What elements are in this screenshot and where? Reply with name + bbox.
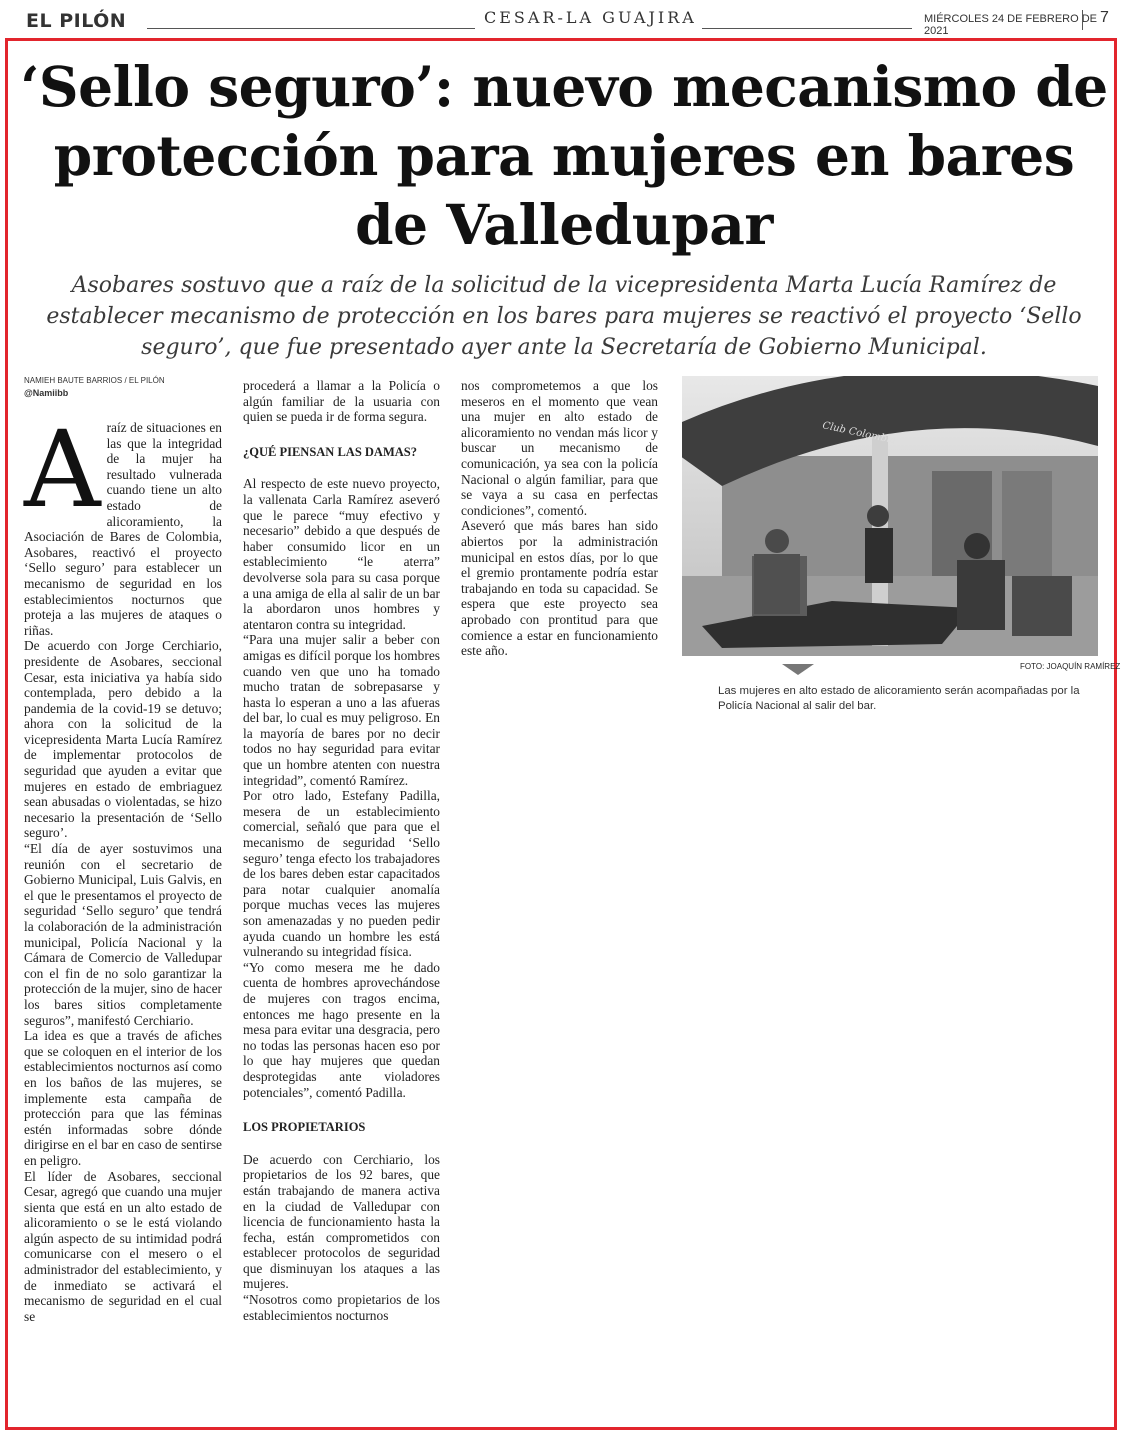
masthead-divider [1082, 10, 1083, 30]
byline-author: NAMIEH BAUTE BARRIOS / EL PILÓN [24, 376, 165, 385]
paragraph: De acuerdo con Jorge Cerchiario, presidente de Asobares, seccional Cesar, esta iniciativa ya había sido contemplada, pero debido a la pandemia de la covid-19 se detuvo; ahora con la solicitud de la vicepresidenta Marta Lucía Ramírez de implementar protocolos de seguridad que ayuden a evitar que mujeres en estado de embriaguez sean abusadas o violentadas, se hizo necesario la presentación de ‘Sello seguro’. [24, 638, 222, 841]
byline-handle: @Namiibb [24, 388, 69, 398]
photo-caption: Las mujeres en alto estado de alicoramiento serán acompañadas por la Policía Nacional al salir del bar. [718, 685, 1080, 712]
masthead-rule-left [147, 28, 475, 29]
paragraph: Por otro lado, Estefany Padilla, mesera de un establecimiento comercial, señaló que para que el mecanismo de seguridad ‘Sello seguro’ tenga efecto los trabajadores de los bares deben estar capacitados para notar cualquier anomalía porque muchas veces las mujeres son amenazadas y no pueden pedir ayuda cuando un hombre les está vulnerando su integridad física. [243, 788, 440, 960]
paragraph: nos comprometemos a que los meseros en el momento que vean una mujer en alto estado de alicoramiento no vendan más licor y buscar un mecanismo de comunicación, ya sea con la policía Nacional o algún familiar, para que se vaya a su casa en perfectas condiciones”, comentó. [461, 378, 658, 518]
column-3 [461, 378, 658, 659]
issue-date: MIÉRCOLES 24 DE FEBRERO DE 2021 [924, 13, 1097, 37]
deck: Asobares sostuvo que a raíz de la solicitud de la vicepresidenta Marta Lucía Ramírez de establecer mecanismo de protección en los bares para mujeres se reactivó el proyecto ‘Sello seguro’, que fue presentado ayer ante la Secretaría de Gobierno Municipal. [46, 273, 1082, 360]
paragraph: El líder de Asobares, seccional Cesar, agregó que cuando una mujer sienta que está en un alto estado de alicoramiento o se le está violando algún aspecto de su intimidad podrá comunicarse con el mesero o el administrador del establecimiento, y de inmediato se activará el mecanismo de seguridad en el cual se [24, 1168, 222, 1324]
paragraph: “Yo como mesera me he dado cuenta de hombres aprovechándose de mujeres con tragos encima, entonces me hago presente en la mesa para evitar una desgracia, pero no todas las personas hacen eso por lo que hay mujeres que quedan desprotegidas ante violadores potenciales”, comentó Padilla. [243, 959, 440, 1100]
photo-illustration [682, 376, 1098, 656]
paragraph: “Nosotros como propietarios de los establecimientos nocturnos [243, 1292, 440, 1323]
paragraph: “Para una mujer salir a beber con amigas es difícil porque los hombres cuando ven que uno ha tomado mucho tratan de sobrepasarse y hasta lo esperan a uno a las afueras del bar, lo cual es muy peligroso. En la mayoría de bares por no decir todos no hay seguridad para evitar que un hombre atenten con nuestra integridad”, comentó Ramírez. [243, 632, 440, 788]
paragraph: procederá a llamar a la Policía o algún familiar de la usuaria con quien se pueda ir de forma segura. [243, 378, 440, 425]
paragraph: Aseveró que más bares han sido abiertos por la administración municipal en estos días, por lo que el gremio prontamente podría estar trabajando en toda su capacidad. Se espera que este proyecto sea aprobado con prontitud para que comience a estar en funcionamiento este año. [461, 518, 658, 659]
headline: ‘Sello seguro’: nuevo mecanismo de protección para mujeres en bares de Valledupar [20, 54, 1108, 257]
byline [24, 375, 165, 399]
paragraph: La idea es que a través de afiches que se coloquen en el interior de los establecimientos nocturnos así como en los baños de las mujeres, se implemente esta campaña de protección para que las féminas estén informadas sobre dónde dirigirse en el bar en caso de sentirse en peligro. [24, 1028, 222, 1168]
masthead-rule-right [702, 28, 912, 29]
paragraph: “El día de ayer sostuvimos una reunión con el secretario de Gobierno Municipal, Luis Galvis, en el que le presentamos el proyecto de seguridad ‘Sello seguro’ que tendrá la colaboración de la administración municipal, Policía Nacional y la Cámara de Comercio de Valledupar con el fin de no solo garantizar la protección de la mujer, sino de hacer los bares sitios completamente seguros”, manifestó Cerchiario. [24, 841, 222, 1028]
section-name: CESAR-LA GUAJIRA [484, 8, 697, 27]
article-photo [682, 376, 1098, 656]
drop-cap: A [24, 408, 101, 531]
newspaper-logo: EL PILÓN [26, 10, 127, 32]
paragraph: De acuerdo con Cerchiario, los propietarios de los 92 bares, que están trabajando de manera activa en la ciudad de Valledupar con licencia de funcionamiento hasta la fecha, están comprometidos con establecer protocolos de seguridad que disminuyan los ataques a las mujeres. [243, 1151, 440, 1292]
photo-credit: FOTO: JOAQUÍN RAMÍREZ [1020, 662, 1121, 671]
masthead [22, 8, 1109, 37]
paragraph: raíz de situaciones en las que la integridad de la mujer ha resultado vulnerada cuando tiene un alto estado de alicoramiento, la Asociación de Bares de Colombia, Asobares, reactivó el proyecto ‘Sello seguro’ para establecer un mecanismo de seguridad en los establecimientos nocturnos que proteja a las mujeres de ataques o riñas. [24, 420, 222, 638]
paragraph: Al respecto de este nuevo proyecto, la vallenata Carla Ramírez aseveró que le parece “muy efectivo y necesario” debido a que después de haber consumido licor en un establecimiento “le aterra” devolverse sola para su casa porque a una amiga de ella al salir de un bar la abordaron unos hombres y atentaron contra su integridad. [243, 476, 440, 632]
page-number: 7 [1100, 9, 1109, 26]
photo-sign-text: Club Colombia [821, 420, 897, 447]
subhead-damas: ¿QUÉ PIENSAN LAS DAMAS? [243, 444, 417, 459]
column-1 [24, 408, 222, 1324]
caption-pointer-icon [782, 664, 814, 675]
column-2 [243, 378, 440, 1323]
subhead-propietarios: LOS PROPIETARIOS [243, 1120, 366, 1135]
